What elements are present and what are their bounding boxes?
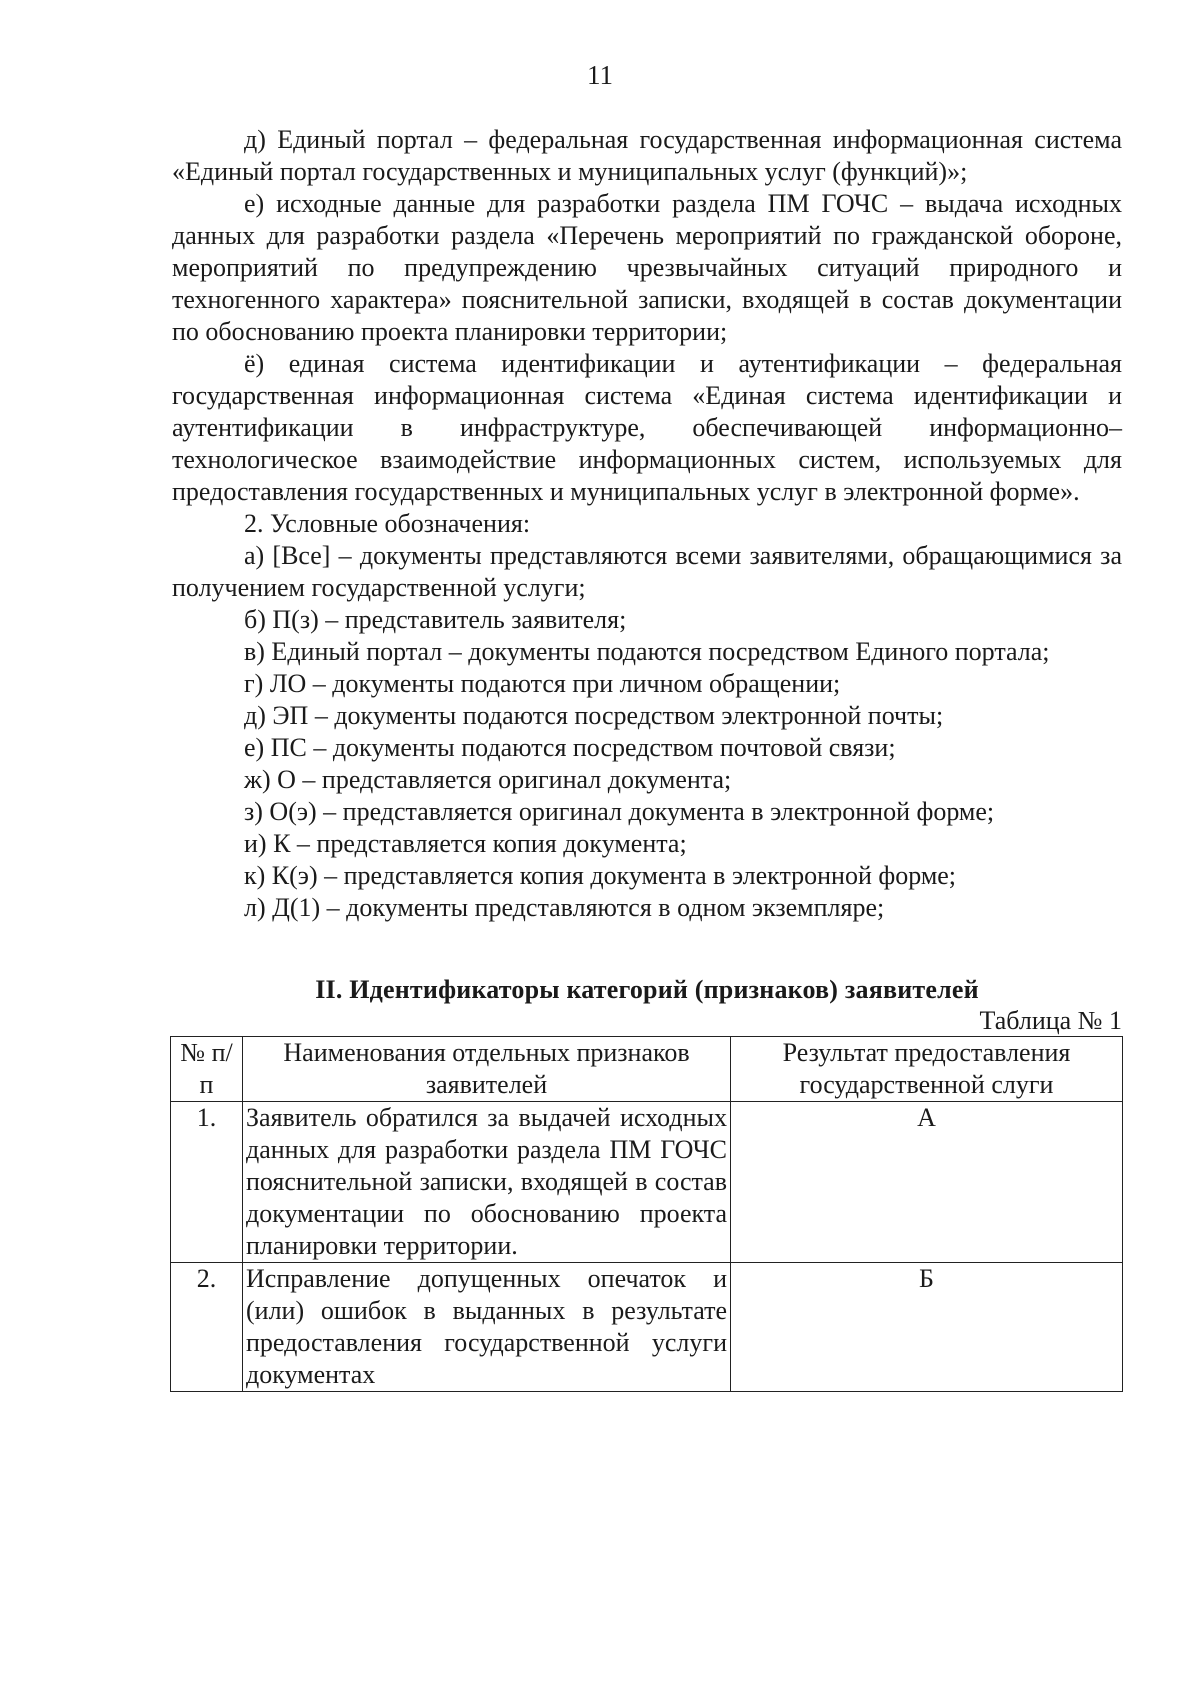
convention-item: е) ПС – документы подаются посредством почтовой связи; bbox=[244, 733, 896, 762]
page-number: 11 bbox=[587, 60, 613, 90]
row-num: 2. bbox=[171, 1263, 243, 1392]
header-result: Результат предоставления государственной слуги bbox=[731, 1037, 1123, 1102]
convention-item: д) ЭП – документы подаются посредством электронной почты; bbox=[244, 701, 944, 730]
convention-item: ж) О – представляется оригинал документа; bbox=[244, 765, 732, 794]
definition-paragraph: д) Единый портал – федеральная государственная информационная система «Единый портал государственных и муниципальных услуг (функций)»; bbox=[172, 125, 1122, 186]
convention-item: а) [Все] – документы представляются всеми заявителями, обращающимися за получением государственной услуги; bbox=[172, 541, 1122, 602]
table-header-row bbox=[171, 1037, 1123, 1102]
convention-item: л) Д(1) – документы представляются в одном экземпляре; bbox=[244, 893, 885, 922]
table-row bbox=[171, 1263, 1123, 1392]
convention-item: и) К – представляется копия документа; bbox=[244, 829, 687, 858]
definition-paragraph: е) исходные данные для разработки раздела ПМ ГОЧС – выдача исходных данных для разработки раздела «Перечень мероприятий по гражданской обороне, мероприятий по предупреждению чрезвычайных ситуаций природного и техногенного характера» пояснительной записки, входящей в состав документации по обоснованию проекта планировки территории; bbox=[172, 189, 1122, 346]
page-content bbox=[172, 124, 1122, 1392]
conventions-heading: 2. Условные обозначения: bbox=[244, 509, 531, 538]
convention-item: б) П(з) – представитель заявителя; bbox=[244, 605, 627, 634]
applicant-categories-table bbox=[170, 1036, 1123, 1392]
convention-item: з) О(э) – представляется оригинал документа в электронной форме; bbox=[244, 797, 995, 826]
row-result: А bbox=[731, 1102, 1123, 1263]
convention-item: г) ЛО – документы подаются при личном обращении; bbox=[244, 669, 841, 698]
row-result: Б bbox=[731, 1263, 1123, 1392]
row-name: Исправление допущенных опечаток и (или) ошибок в выданных в результате предоставления государственной услуги документах bbox=[243, 1263, 731, 1392]
convention-item: в) Единый портал – документы подаются посредством Единого портала; bbox=[244, 637, 1050, 666]
section-title: II. Идентификаторы категорий (признаков) заявителей bbox=[315, 975, 979, 1004]
row-num: 1. bbox=[171, 1102, 243, 1263]
row-name: Заявитель обратился за выдачей исходных данных для разработки раздела ПМ ГОЧС пояснительной записки, входящей в состав документации по обоснованию проекта планировки территории. bbox=[243, 1102, 731, 1263]
header-num: № п/п bbox=[171, 1037, 243, 1102]
header-name: Наименования отдельных признаков заявителей bbox=[243, 1037, 731, 1102]
convention-item: к) К(э) – представляется копия документа в электронной форме; bbox=[244, 861, 957, 890]
definition-paragraph: ё) единая система идентификации и аутентификации – федеральная государственная информационная система «Единая система идентификации и аутентификации в инфраструктуре, обеспечивающей информационно–технологическое взаимодействие информационных систем, используемых для предоставления государственных и муниципальных услуг в электронной форме». bbox=[172, 349, 1122, 506]
table-caption: Таблица № 1 bbox=[979, 1006, 1122, 1035]
table-row bbox=[171, 1102, 1123, 1263]
